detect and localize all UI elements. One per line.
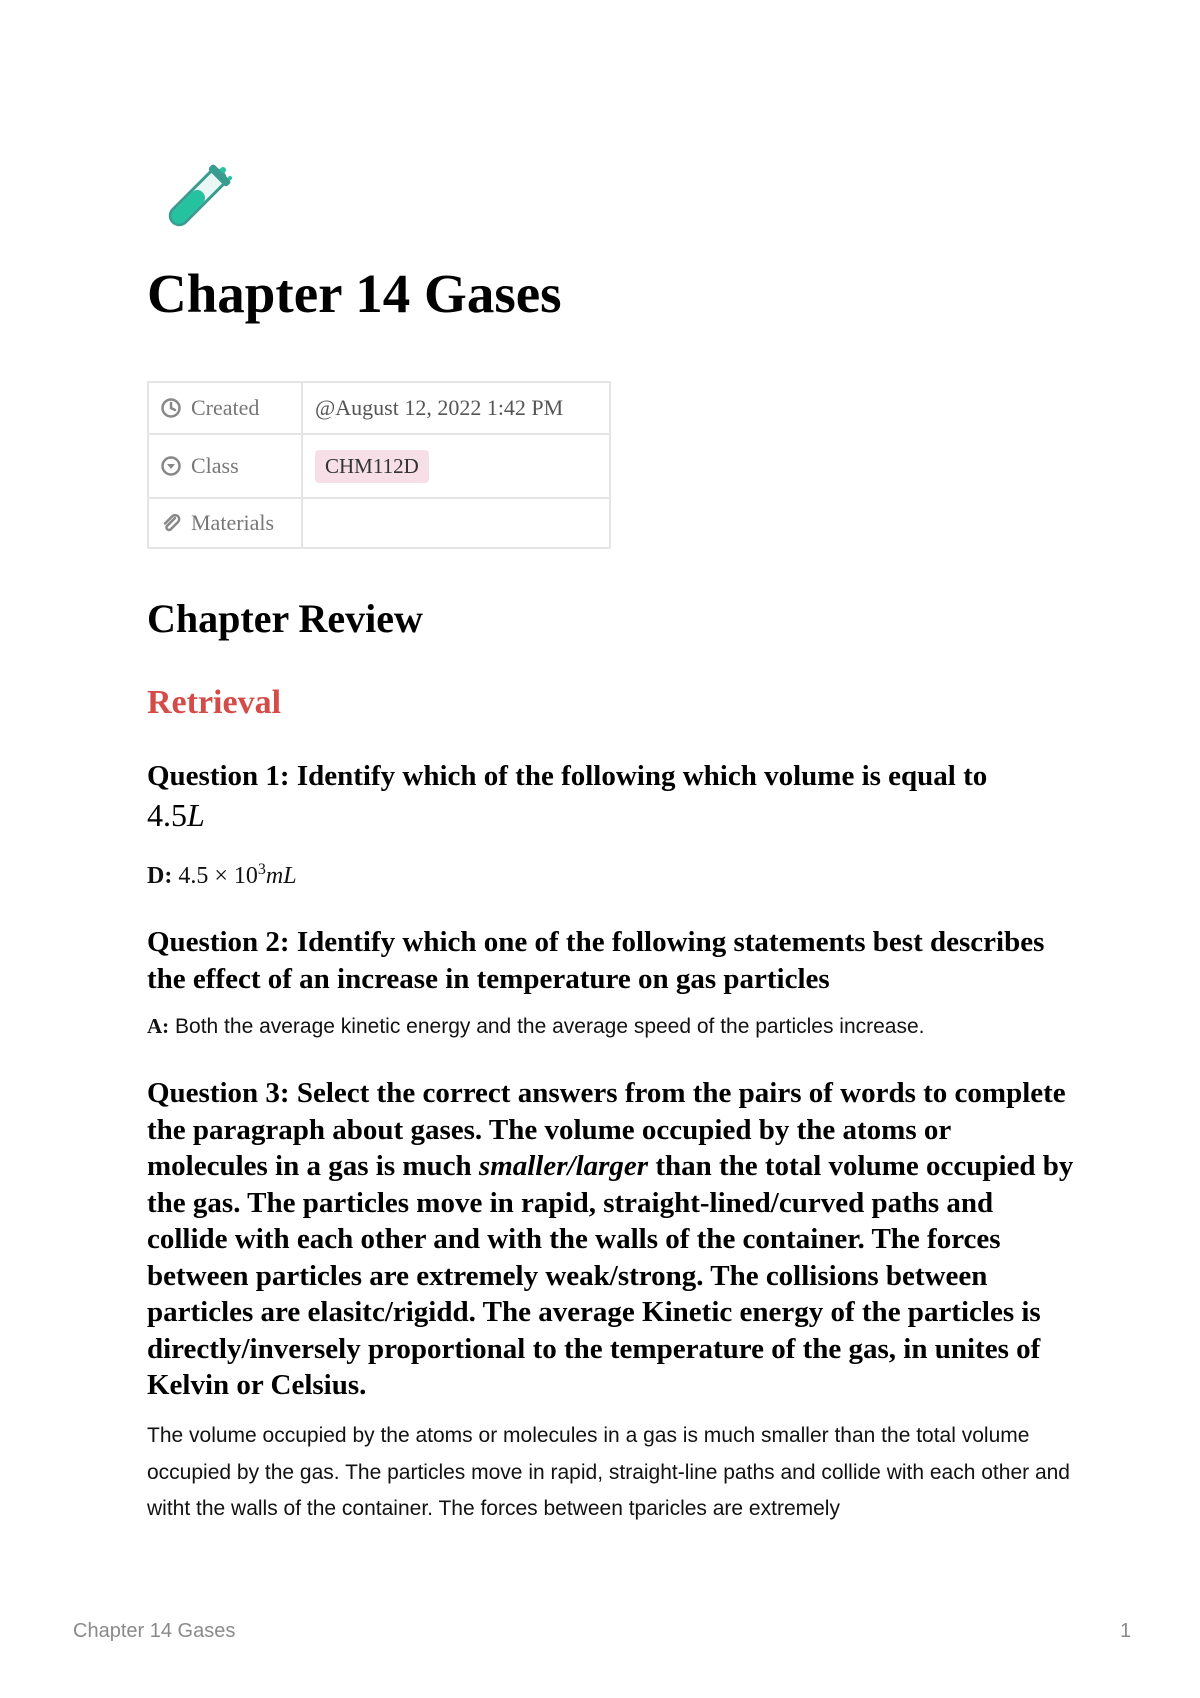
question-2: Question 2: Identify which one of the following statements best describes the effect of an increase in temperature on gas particles xyxy=(147,926,1045,995)
answer-2-label: A: xyxy=(147,1014,170,1038)
property-value-materials[interactable] xyxy=(302,498,610,548)
question-3 xyxy=(147,1075,1077,1404)
math-unit: L xyxy=(187,796,205,833)
class-tag[interactable]: CHM112D xyxy=(315,450,429,483)
subsection-heading: Retrieval xyxy=(147,684,282,721)
footer-title: Chapter 14 Gases xyxy=(73,1620,236,1642)
answer-1-label: D: xyxy=(147,863,173,889)
paperclip-icon xyxy=(161,513,181,533)
property-key-label: Created xyxy=(191,395,260,420)
test-tube-icon xyxy=(147,158,237,248)
question-3-text-part2: than the total volume occupied by the gas. The particles move in rapid, straight-lined/curved paths and collide with each other and with the walls of the container. The forces between particles are extremely weak/strong. The collisions between particles are elasitc/rigidd. The average Kinetic energy of the particles is directly/inversely proportional to the temperature of the gas, in unites of Kelvin or Celsius. xyxy=(147,1150,1074,1401)
property-row-materials xyxy=(148,498,610,548)
answer-2-text: Both the average kinetic energy and the average speed of the particles increase. xyxy=(175,1015,925,1038)
select-icon xyxy=(161,456,181,476)
property-key-class xyxy=(148,434,302,498)
question-1-text: Question 1: Identify which of the following which volume is equal to xyxy=(147,760,988,792)
answer-1 xyxy=(147,852,1077,894)
question-3-text-part1: Question 3: Select the correct answers from the pairs of words to complete the paragraph about gases. The volume occupied by the atoms or molecules in a gas is much xyxy=(147,1077,1066,1182)
property-row-class xyxy=(148,434,610,498)
answer-coefficient: 4.5 × 10 xyxy=(178,863,258,889)
property-key-label: Materials xyxy=(191,510,275,535)
question-3-italic: smaller/larger xyxy=(478,1150,649,1182)
question-1-math xyxy=(147,795,1077,835)
section-heading: Chapter Review xyxy=(147,596,423,641)
property-value-created[interactable]: @August 12, 2022 1:42 PM xyxy=(302,382,610,434)
footer-page-number: 1 xyxy=(1120,1620,1132,1642)
properties-table xyxy=(147,381,611,549)
math-value: 4.5 xyxy=(147,796,187,833)
property-key-label: Class xyxy=(191,453,239,478)
property-row-created xyxy=(148,382,610,434)
answer-2 xyxy=(147,1008,1077,1045)
page-title: Chapter 14 Gases xyxy=(147,263,562,324)
question-1 xyxy=(147,758,1077,835)
clock-icon xyxy=(161,398,181,418)
answer-unit: mL xyxy=(265,863,297,889)
answer-exponent: 3 xyxy=(257,861,266,878)
property-key-materials xyxy=(148,498,302,548)
answer-3: The volume occupied by the atoms or molecules in a gas is much smaller than the total volume occupied by the gas. The particles move in rapid, straight-line paths and collide with each other and witht the walls of the container. The forces between tparicles are extremely xyxy=(147,1424,1070,1520)
property-value-class[interactable] xyxy=(302,434,610,498)
answer-1-math xyxy=(178,863,296,889)
property-key-created xyxy=(148,382,302,434)
